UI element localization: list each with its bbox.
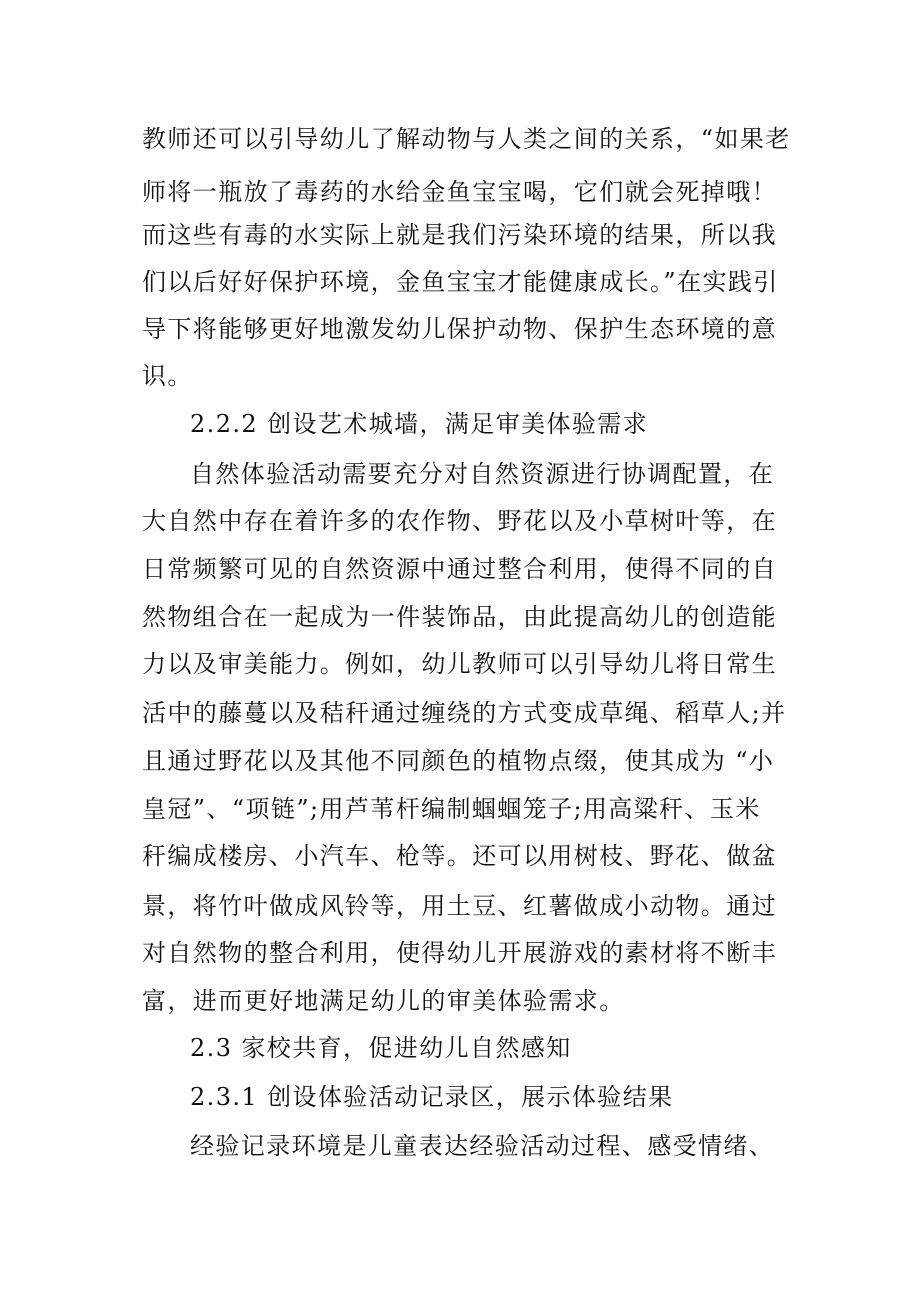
body-text-line: 而这些有毒的水实际上就是我们污染环境的结果，所以我: [142, 221, 777, 249]
body-text-line: 们以后好好保护环境，金鱼宝宝才能健康成长。”在实践引: [142, 268, 779, 296]
body-text-line: 导下将能够更好地激发幼儿保护动物、保护生态环境的意: [142, 315, 777, 343]
body-text-line: 景，将竹叶做成风铃等，用土豆、红薯做成小动物。通过: [142, 892, 777, 920]
body-text-line: 日常频繁可见的自然资源中通过整合利用，使得不同的自: [142, 555, 777, 583]
section-heading-2-2-2: 2.2.2 创设艺术城墙，满足审美体验需求: [190, 410, 649, 438]
section-heading-2-3-1: 2.3.1 创设体验活动记录区，展示体验结果: [190, 1083, 674, 1111]
body-text-line: 皇冠”、“项链”;用芦苇杆编制蝈蝈笼子;用高粱秆、玉米: [142, 795, 761, 823]
body-text-line: 然物组合在一起成为一件装饰品，由此提高幼儿的创造能: [142, 603, 777, 631]
paragraph-first-line: 自然体验活动需要充分对自然资源进行协调配置，在: [190, 460, 775, 488]
body-text-line: 且通过野花以及其他不同颜色的植物点缀，使其成为 “小: [142, 747, 775, 775]
body-text-line: 教师还可以引导幼儿了解动物与人类之间的关系，“如果老: [142, 125, 791, 153]
body-text-line: 大自然中存在着许多的农作物、野花以及小草树叶等，在: [142, 507, 777, 535]
body-text-line: 秆编成楼房、小汽车、枪等。还可以用树枝、野花、做盆: [142, 842, 777, 870]
body-text-line: 活中的藤蔓以及秸秆通过缠绕的方式变成草绳、稻草人;并: [142, 699, 787, 727]
body-text-line: 识。: [142, 362, 193, 390]
body-text-line: 力以及审美能力。例如，幼儿教师可以引导幼儿将日常生: [142, 650, 777, 678]
body-text-line: 师将一瓶放了毒药的水给金鱼宝宝喝，它们就会死掉哦！: [142, 178, 777, 206]
body-text-line: 富，进而更好地满足幼儿的审美体验需求。: [142, 987, 625, 1015]
paragraph-first-line: 经验记录环境是儿童表达经验活动过程、感受情绪、: [190, 1132, 775, 1160]
body-text-line: 对自然物的整合利用，使得幼儿开展游戏的素材将不断丰: [142, 939, 777, 967]
section-heading-2-3: 2.3 家校共育，促进幼儿自然感知: [190, 1034, 572, 1062]
